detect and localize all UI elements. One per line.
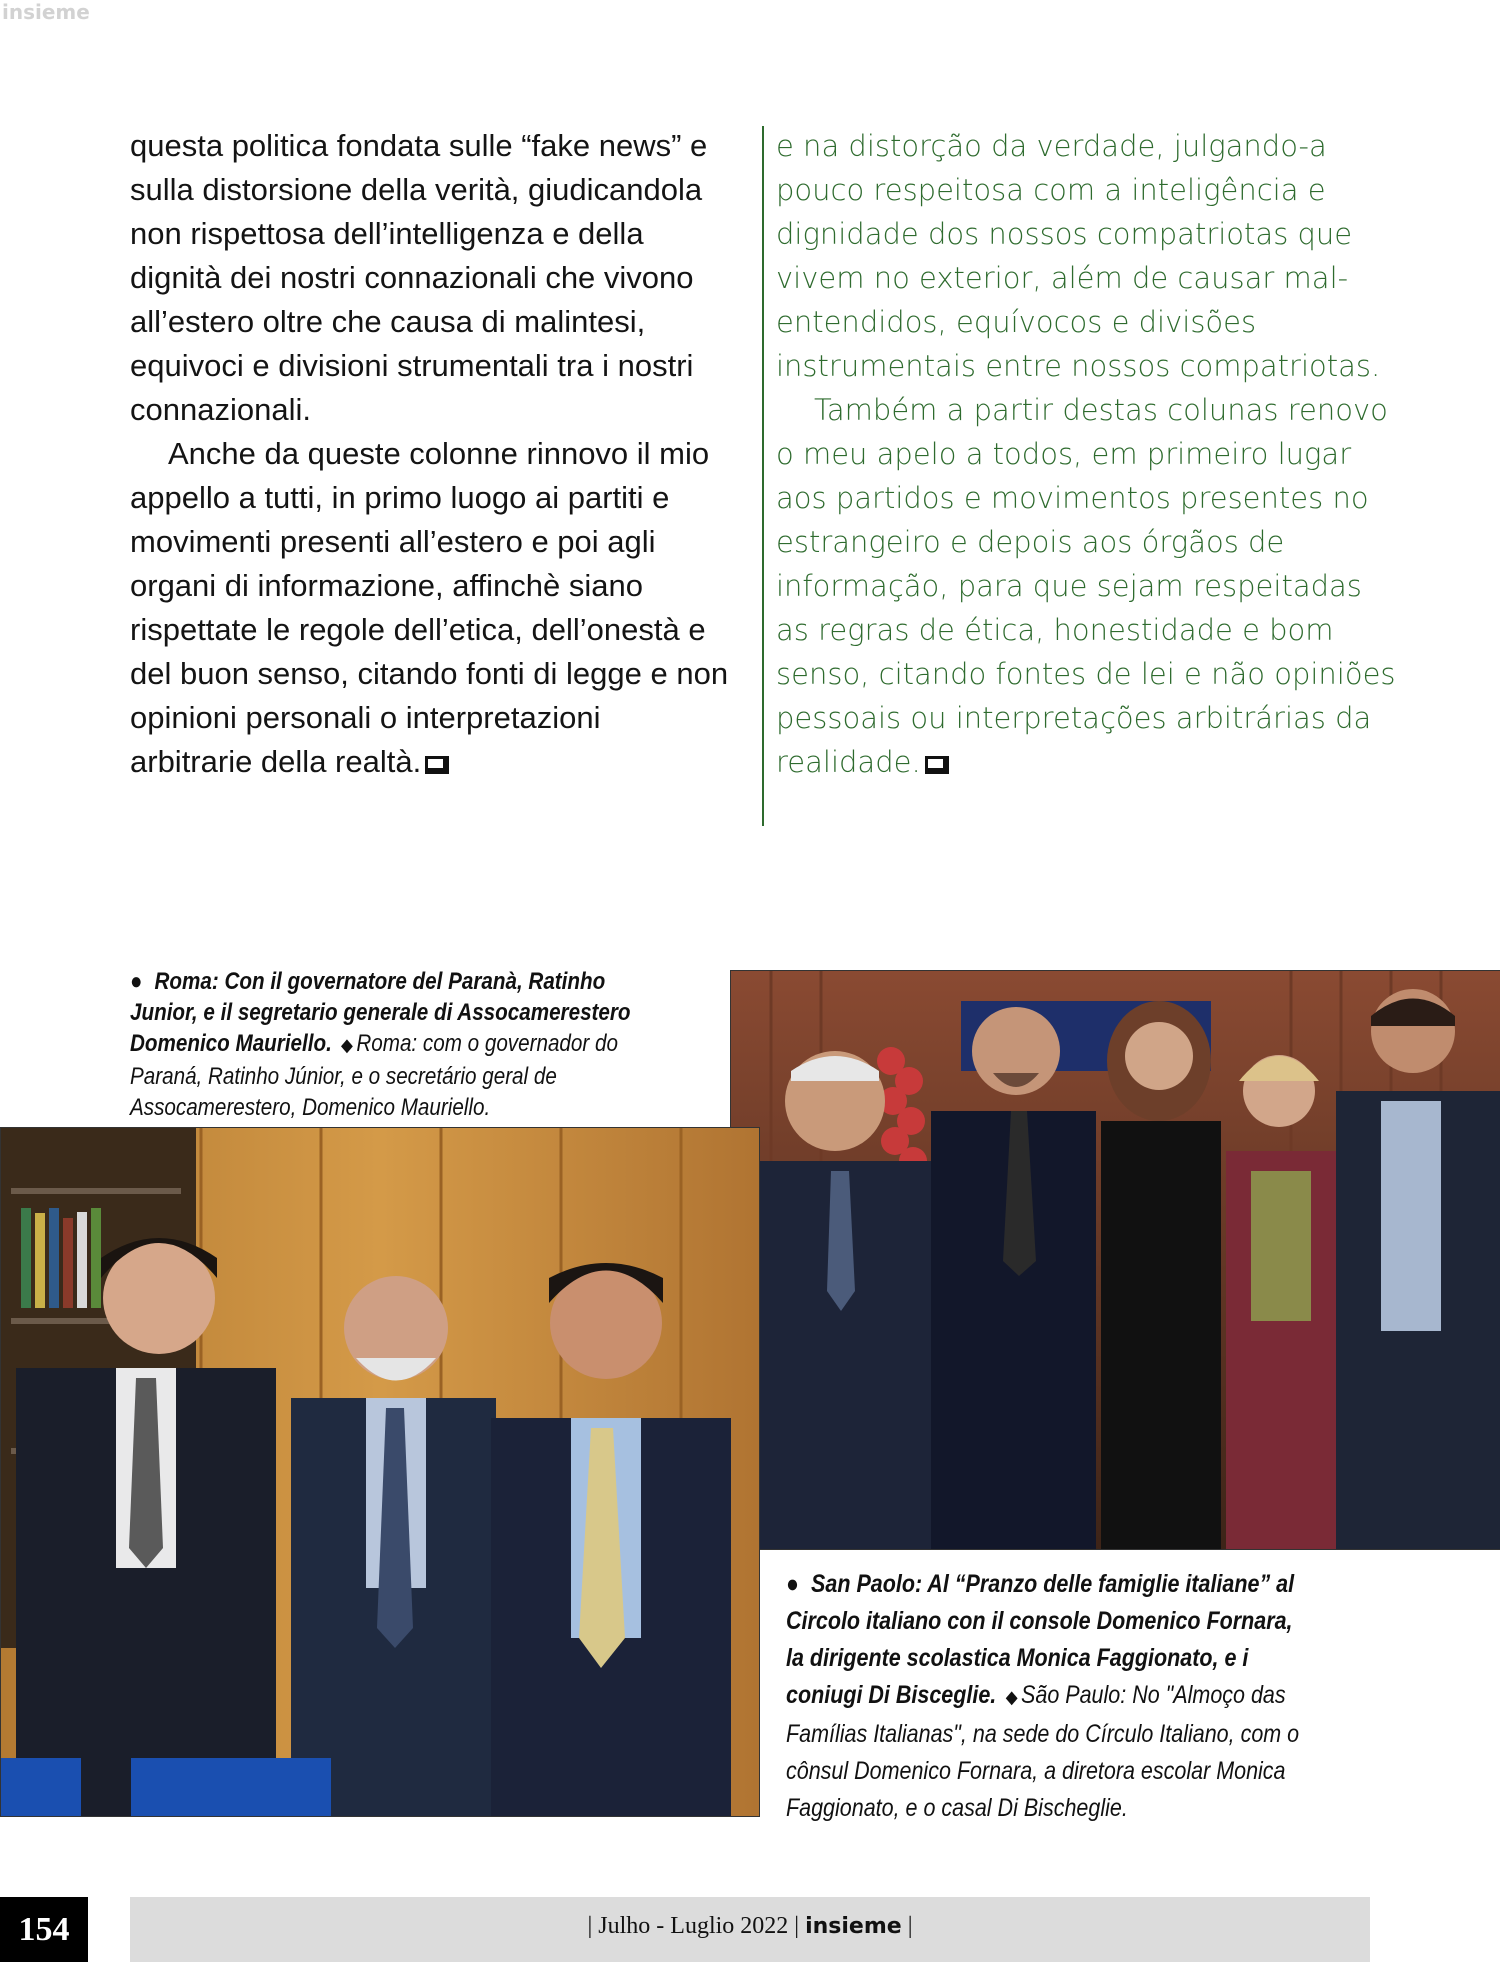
- caption-bullet-icon: ●: [130, 968, 143, 995]
- caption-rome-portuguese: Roma: com o governador do Paraná, Ratinho Júnior, e o secretário geral de Assocamerestero, Domenico Mauriello.: [130, 1030, 618, 1121]
- article-it-paragraph-2-text: Anche da queste colonne rinnovo il mio appello a tutti, in primo luogo ai partiti e movimenti presenti all’estero e poi agli organi di informazione, affinchè siano rispettate le regole dell’etica, dell’onestà e del buon senso, citando fonti di legge e non opinioni personali o interpretazioni arbitrarie della realtà.: [130, 436, 729, 779]
- caption-sao-paulo-italian: San Paolo: Al “Pranzo delle famiglie italiane” al Circolo italiano con il console Domenico Fornara, la dirigente scolastica Monica Faggionato, e i coniugi Di Bisceglie.: [786, 1570, 1295, 1709]
- article-it-paragraph-2: [130, 432, 730, 784]
- end-of-article-icon: [425, 756, 449, 774]
- caption-rome: [130, 966, 637, 1123]
- caption-sao-paulo: [786, 1566, 1302, 1827]
- article-column-italian: [130, 124, 730, 784]
- article-pt-paragraph-2: [776, 388, 1396, 784]
- footer-brand: insieme: [805, 1914, 902, 1939]
- diamond-separator-icon: ◆: [341, 1035, 353, 1055]
- end-of-article-icon: [925, 756, 949, 774]
- article-it-paragraph-1: questa politica fondata sulle “fake news” e sulla distorsione della verità, giudicandola non rispettosa dell’intelligenza e della dignità dei nostri connazionali che vivono all’estero oltre che causa di malintesi, equivoci e divisioni strumentali tra i nostri connazionali.: [130, 128, 708, 427]
- footer-text: [130, 1913, 1370, 1940]
- masthead-logo: insieme: [2, 0, 90, 24]
- article-column-portuguese: [776, 124, 1396, 784]
- photo-rome-meeting: [0, 1127, 760, 1817]
- footer-pipe: |: [907, 1913, 913, 1939]
- photo-rome-illustration: [1, 1128, 759, 1816]
- footer-pipe: |: [587, 1913, 593, 1939]
- column-divider: [762, 126, 764, 826]
- article-pt-paragraph-2-text: Também a partir destas colunas renovo o meu apelo a todos, em primeiro lugar aos partidos e movimentos presentes no estrangeiro e depois aos órgãos de informação, para que sejam respeitadas as regras de ética, honestidade e bom senso, citando fontes de lei e não opiniões pessoais ou interpretações arbitrárias da realidade.: [776, 393, 1396, 779]
- footer-pipe: |: [794, 1913, 800, 1939]
- page-number-box: [0, 1897, 88, 1962]
- caption-sao-paulo-portuguese: São Paulo: No "Almoço das Famílias Italianas", na sede do Círculo Italiano, com o cônsul Domenico Fornara, a diretora escolar Monica Faggionato, e o casal Di Bischeglie.: [786, 1681, 1300, 1822]
- diamond-separator-icon: ◆: [1005, 1687, 1018, 1707]
- caption-bullet-icon: ●: [786, 1570, 799, 1598]
- footer-bar: [130, 1897, 1370, 1962]
- photo-sao-paulo-group: [730, 970, 1500, 1550]
- photo-sao-paulo-illustration: [731, 971, 1500, 1549]
- page-number: 154: [18, 1911, 70, 1948]
- footer-date: Julho - Luglio 2022: [598, 1913, 789, 1939]
- article-pt-paragraph-1: e na distorção da verdade, julgando-a pouco respeitosa com a inteligência e dignidade dos nossos compatriotas que vivem no exterior, além de causar mal-entendidos, equívocos e divisões instrumentais entre nossos compatriotas.: [776, 129, 1381, 383]
- caption-rome-italian: Roma: Con il governatore del Paranà, Ratinho Junior, e il segretario generale di Assocamerestero Domenico Mauriello.: [130, 968, 631, 1057]
